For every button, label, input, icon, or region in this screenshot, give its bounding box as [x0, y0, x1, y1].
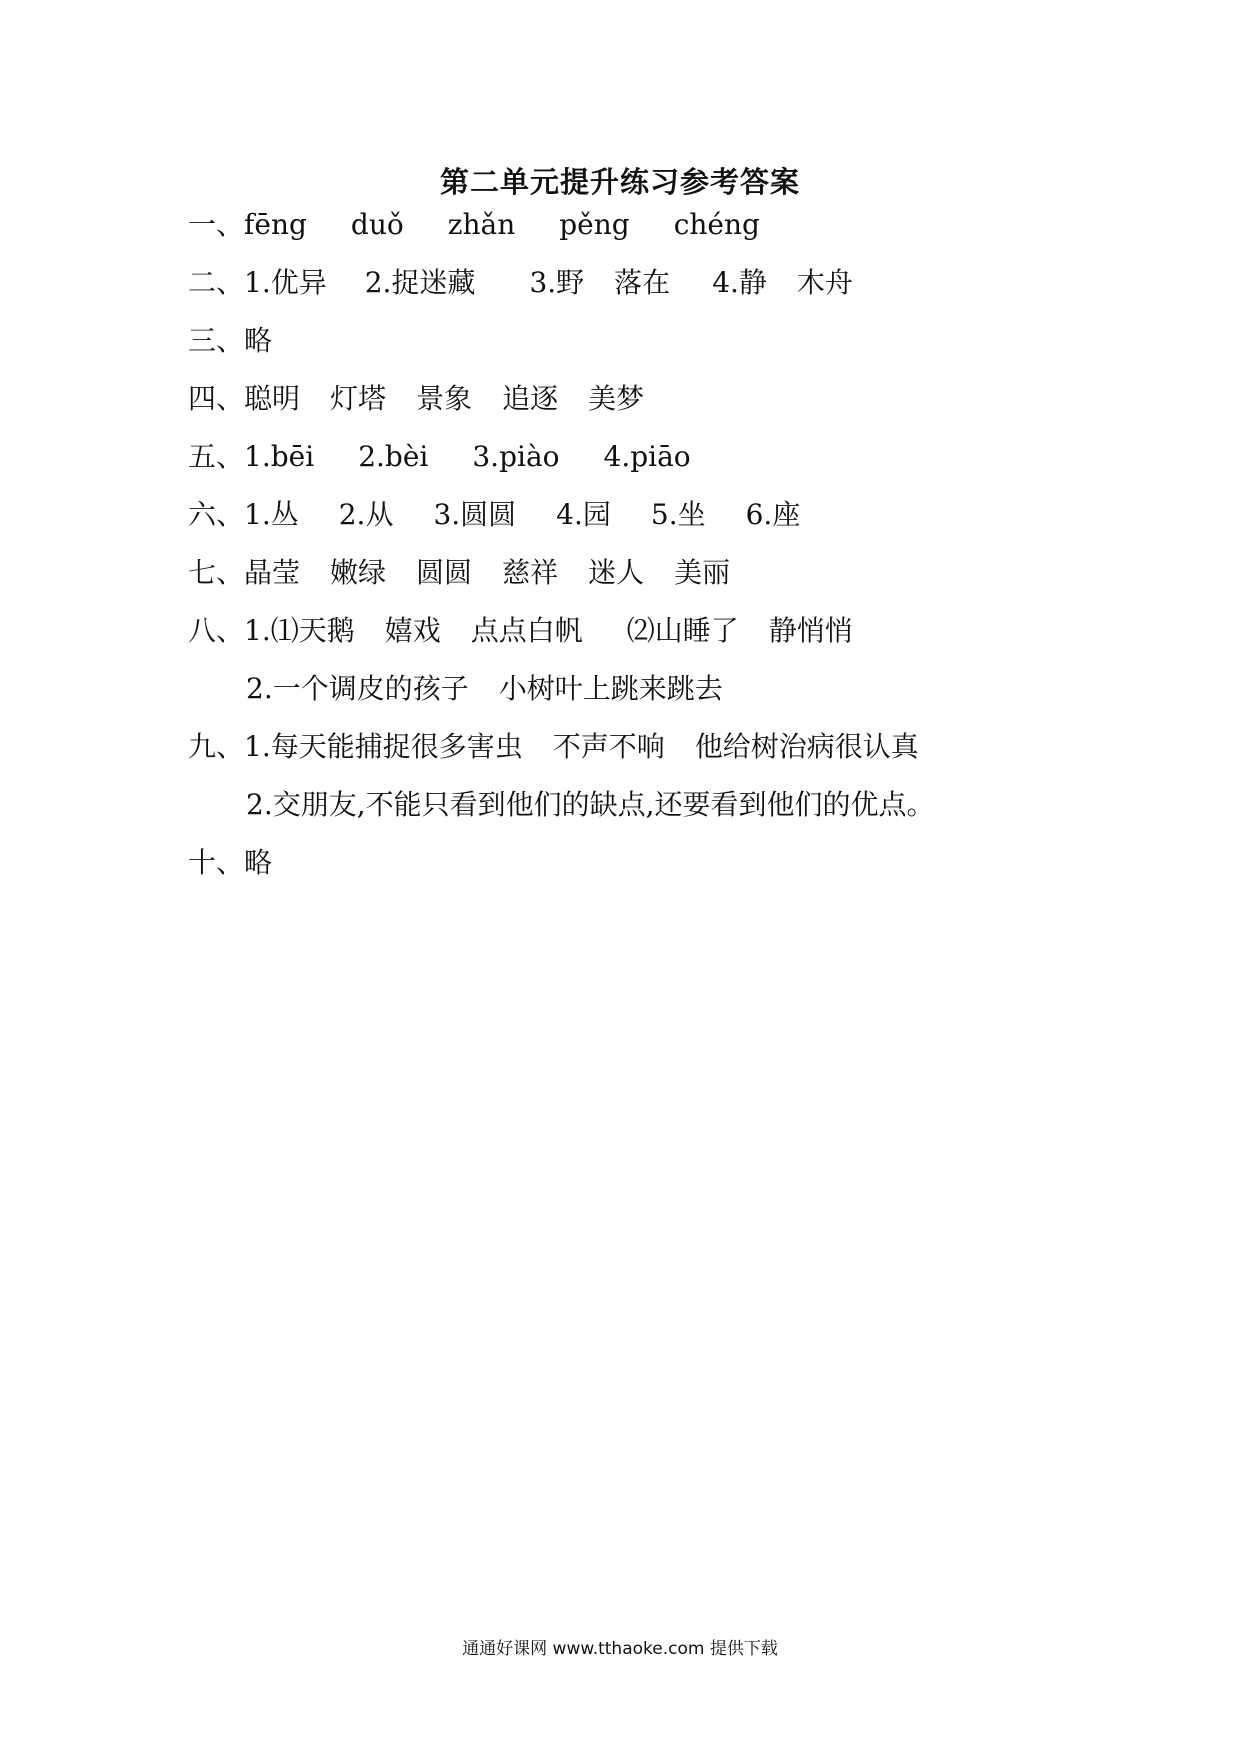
answer-item: 5.坐: [650, 498, 706, 531]
answer-item: 落在: [614, 266, 671, 299]
answer-item: 不声不响: [552, 730, 665, 763]
answer-item: 6.座: [745, 498, 801, 531]
answer-item: 4.静: [712, 266, 767, 299]
answer-item: 2.一个调皮的孩子: [246, 672, 469, 705]
answer-item: 嬉戏: [384, 614, 441, 647]
page-footer: 通通好课网 www.tthaoke.com 提供下载: [462, 1639, 778, 1659]
answer-item: 嫩绿: [330, 556, 387, 589]
answer-item: 1.⑴天鹅: [244, 614, 355, 647]
answer-item: 1.丛: [244, 498, 299, 531]
answer-item: 木舟: [796, 266, 853, 299]
answer-item: 追逐: [502, 382, 559, 415]
line-prefix: 七、: [188, 556, 245, 589]
answer-line-8-2: [246, 669, 723, 709]
answer-item: 聪明: [244, 382, 301, 415]
answer-item: 1.优异: [244, 266, 327, 299]
answer-item: 圆圆: [416, 556, 473, 589]
answer-item: 点点白帆: [470, 614, 583, 647]
answer-item: 2.从: [338, 498, 394, 531]
answer-item: 晶莹: [244, 556, 301, 589]
line-prefix: 二、: [188, 266, 245, 299]
line-prefix: 八、: [188, 614, 245, 647]
line-prefix: 十、: [188, 846, 245, 879]
answer-item: pěng: [559, 208, 630, 241]
answer-item: fēng: [244, 208, 307, 241]
answer-item: 3.野: [529, 266, 585, 299]
answer-line-10: [188, 843, 272, 883]
answer-item: 1.每天能捕捉很多害虫: [244, 730, 523, 763]
answer-item: 2.bèi: [358, 440, 429, 473]
answer-item: 2.交朋友,不能只看到他们的缺点,还要看到他们的优点。: [246, 788, 935, 821]
line-prefix: 九、: [188, 730, 245, 763]
answer-item: 略: [244, 846, 273, 879]
answer-line-4: [188, 379, 644, 419]
answer-item: 2.捉迷藏: [364, 266, 476, 299]
answer-line-7: [188, 553, 730, 593]
answer-item: 静悄悄: [768, 614, 853, 647]
answer-line-1: [188, 205, 760, 245]
line-prefix: 六、: [188, 498, 245, 531]
answer-line-8: [188, 611, 853, 651]
answer-item: 景象: [416, 382, 473, 415]
answer-item: 小树叶上跳来跳去: [498, 672, 723, 705]
answer-item: 4.piāo: [603, 440, 691, 473]
answer-line-9: [188, 727, 919, 767]
answer-line-6: [188, 495, 800, 535]
answer-item: 慈祥: [502, 556, 559, 589]
answer-item: 美丽: [674, 556, 731, 589]
answer-line-9-2: [246, 785, 935, 825]
answer-item: 1.bēi: [244, 440, 315, 473]
line-prefix: 三、: [188, 324, 245, 357]
answer-item: zhǎn: [447, 208, 516, 241]
answer-item: chéng: [673, 208, 760, 241]
answer-item: 略: [244, 324, 273, 357]
answer-item: 4.园: [556, 498, 611, 531]
line-prefix: 一、: [188, 208, 245, 241]
answer-item: 灯塔: [330, 382, 387, 415]
answer-line-5: [188, 437, 691, 477]
answer-item: 迷人: [588, 556, 645, 589]
answer-item: 美梦: [588, 382, 645, 415]
answer-item: 3.圆圆: [433, 498, 517, 531]
answer-item: 他给树治病很认真: [694, 730, 919, 763]
line-prefix: 五、: [188, 440, 245, 473]
answer-item: duǒ: [350, 208, 404, 241]
answer-line-2: [188, 263, 853, 303]
answer-line-3: [188, 321, 272, 361]
answer-item: ⑵山睡了: [626, 614, 739, 647]
line-prefix: 四、: [188, 382, 245, 415]
page-title: 第二单元提升练习参考答案: [439, 165, 800, 199]
answer-item: 3.piào: [472, 440, 560, 473]
